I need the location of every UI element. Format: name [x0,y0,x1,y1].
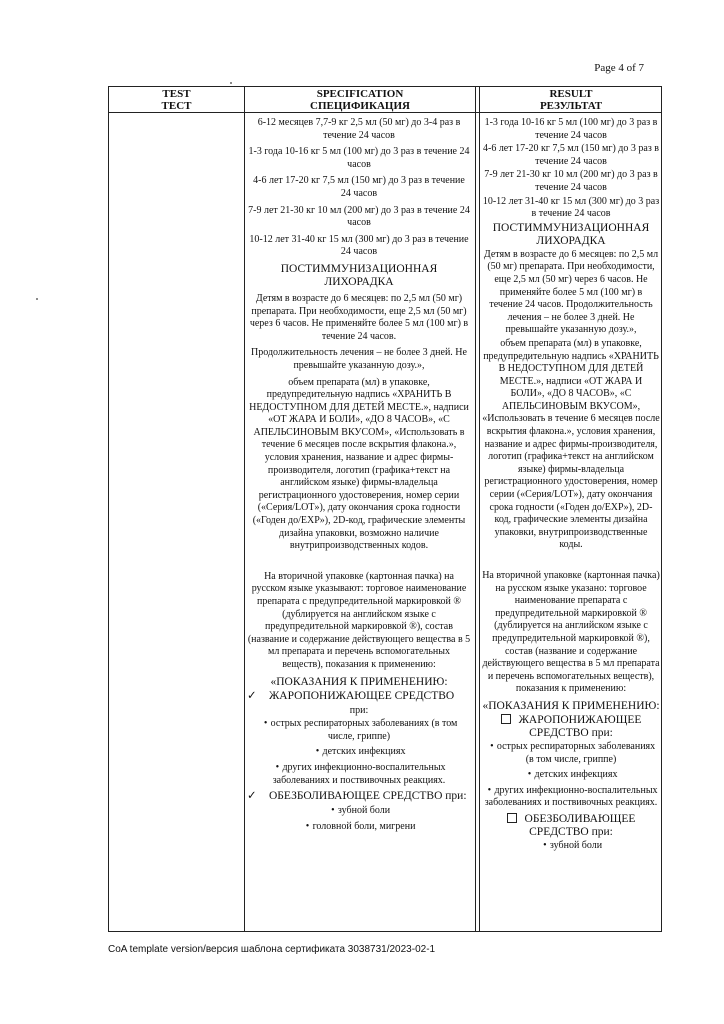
list-item: • других инфекционно-воспалительных заболеваниях и поствивочных реакциях. [484,784,658,809]
bullet-icon: • [331,805,335,817]
secondary-package-text: На вторичной упаковке (картонная пачка) на русском языке указано: торговое наименование препарата с предупредительной маркировкой ® (дублируется на английском языке с предупредительной маркировкой ®), состав (название и содержание действующего вещества в 5 мл препарата и перечень вспомогательных веществ), показания к применению: [482,570,660,695]
indications-heading: «ПОКАЗАНИЯ К ПРИМЕНЕНИЮ: [270,675,448,688]
bullet-icon: • [305,820,310,832]
header-spec-ru: СПЕЦИФИКАЦИЯ [310,100,410,112]
header-result-en: RESULT [549,88,593,100]
at-label: при: [349,704,369,716]
bullet-icon: • [527,769,532,781]
list-item: • острых респираторных заболеваниях (в том числе, гриппе) [247,718,471,743]
dose-row: 1-3 года 10-16 кг 5 мл (100 мг) до 3 раз в течение 24 часов [248,146,470,170]
volume-text: объем препарата (мл) в упаковке, предупредительную надпись «ХРАНИТЬ В НЕДОСТУПНОМ ДЛЯ ДЕТЕЙ МЕСТЕ.», надписи «ОТ ЖАРА И БОЛИ», «ДО 8 ЧАСОВ», «С АПЕЛЬСИНОВЫМ ВКУСОМ», «Использовать в течение 6 месяцев после вскрытия флакона.», условия хранения, название и адрес фирмы-производителя, логотип (графика+текст на английском языке) фирмы-владельца регистрационного удостоверения, номер серии («Серия/LOT»), дату окончания срока годности («Годен до/EXP»), 2D-код, графические элементы дизайна упаковки, возможно наличие внутрипроизводственных кодов. [249,376,469,552]
duration-text: Продолжительность лечения – не более 3 дней. Не превышайте указанную дозу.», [251,347,467,371]
header-test-ru: ТЕСТ [161,100,192,112]
fever-heading: ПОСТИММУНИЗАЦИОННАЯ ЛИХОРАДКА [280,262,438,288]
footer: CoA template version/версия шаблона сертификата 3038731/2023-02-1 [108,944,436,955]
page-number: Page 4 of 7 [594,62,644,74]
dose-row: 10-12 лет 31-40 кг 15 мл (300 мг) до 3 раз в течение 24 часов [482,195,660,220]
analgesic-label: ОБЕЗБОЛИВАЮЩЕЕ СРЕДСТВО при: [524,812,636,838]
bullet-icon: • [543,839,547,851]
scan-speck [36,298,38,300]
list-item: • острых респираторных заболеваниях (в том числе, гриппе) [482,741,660,766]
antipyretic-row [247,690,471,703]
list-item: • зубной боли [482,840,660,853]
fever-text: Детям в возрасте до 6 месяцев: по 2,5 мл (50 мг) препарата. При необходимости, еще 2,5 мл (50 мг) через 6 часов. Не применяйте более 5 мл (100 мг) в течение 24 часов. Продолжительность лечения – не более 3 дней. Не превышайте указанную дозу.», [483,248,659,336]
header-test [109,88,244,112]
header-spec-en: SPECIFICATION [316,88,404,100]
dose-row: 7-9 лет 21-30 кг 10 мл (200 мг) до 3 раз в течение 24 часов [484,169,658,193]
scan-speck [230,82,232,84]
analgesic-row [247,790,471,803]
dose-row: 4-6 лет 17-20 кг 7,5 мл (150 мг) до 3 раз в течение 24 часов [253,175,465,199]
list-item: • головной боли, мигрени [247,821,471,834]
spec-table [108,86,662,932]
antipyretic-label: ЖАРОПОНИЖАЮЩЕЕ СРЕДСТВО при: [518,713,642,739]
column-divider [475,87,476,931]
fever-heading: ПОСТИММУНИЗАЦИОННАЯ ЛИХОРАДКА [492,221,650,247]
indications-heading: «ПОКАЗАНИЯ К ПРИМЕНЕНИЮ: [482,699,660,712]
fever-text: Детям в возрасте до 6 месяцев: по 2,5 мл (50 мг) препарата. При необходимости, еще 2,5 мл (50 мг) через 6 часов. Не применяйте более 5 мл (100 мг) в течение 24 часов. [249,292,469,342]
bullet-icon: • [487,784,492,796]
list-item: • зубной боли [247,805,471,818]
list-item: • детских инфекциях [247,746,471,759]
analgesic-label: ОБЕЗБОЛИВАЮЩЕЕ СРЕДСТВО при: [269,790,467,803]
dose-row: 10-12 лет 31-40 кг 15 мл (300 мг) до 3 раз в течение 24 часов [249,233,469,258]
header-result [480,88,662,112]
checkmark-icon: ✓ [247,790,257,803]
header-result-ru: РЕЗУЛЬТАТ [539,100,603,112]
bullet-icon: • [275,761,280,773]
specification-column [247,117,471,836]
column-divider [244,87,245,931]
header-specification [245,88,475,112]
dose-row: 7-9 лет 21-30 кг 10 мл (200 мг) до 3 раз в течение 24 часов [248,204,470,229]
antipyretic-row [482,714,660,740]
checkbox-icon [507,813,517,823]
dose-row: 6-12 месяцев 7,7-9 кг 2,5 мл (50 мг) до 3-4 раз в течение 24 часов [257,117,461,141]
bullet-icon: • [490,740,494,752]
bullet-icon: • [263,718,268,730]
analgesic-row [482,813,660,839]
dose-row: 1-3 года 10-16 кг 5 мл (100 мг) до 3 раз в течение 24 часов [484,117,658,141]
antipyretic-label: ЖАРОПОНИЖАЮЩЕЕ СРЕДСТВО [269,689,455,702]
header-test-en: TEST [162,88,191,100]
column-divider [479,87,480,931]
list-item: • детских инфекциях [482,769,660,782]
checkbox-icon [501,714,511,724]
bullet-icon: • [315,746,320,758]
checkmark-icon: ✓ [247,689,257,702]
dose-row: 4-6 лет 17-20 кг 7,5 мл (150 мг) до 3 раз в течение 24 часов [482,143,660,167]
result-column [482,117,660,856]
volume-text: объем препарата (мл) в упаковке, предупредительную надпись «ХРАНИТЬ В НЕДОСТУПНОМ ДЛЯ ДЕТЕЙ МЕСТЕ.», надписи «ОТ ЖАРА И БОЛИ», «ДО 8 ЧАСОВ», «С АПЕЛЬСИНОВЫМ ВКУСОМ», «Использовать в течение 6 месяцев после вскрытия флакона.», условия хранения, название и адрес фирмы-производителя, логотип (графика+текст на английском языке) фирмы-владельца регистрационного удостоверения, номер серии («Серия/LOT»), дату окончания срока годности («Годен до/EXP»), 2D-код, графические элементы дизайна упаковки, внутрипроизводственные коды. [482,337,660,551]
list-item: • других инфекционно-воспалительных заболеваниях и поствивочных реакциях. [272,761,446,786]
header-divider [109,112,661,113]
secondary-package-text: На вторичной упаковке (картонная пачка) на русском языке указывают: торговое наименование препарата с предупредительной маркировкой ® (дублируется на английском языке с предупредительной маркировкой ®), состав (название и содержание действующего вещества в 5 мл препарата и перечень вспомогательных веществ), показания к применению: [247,570,471,670]
